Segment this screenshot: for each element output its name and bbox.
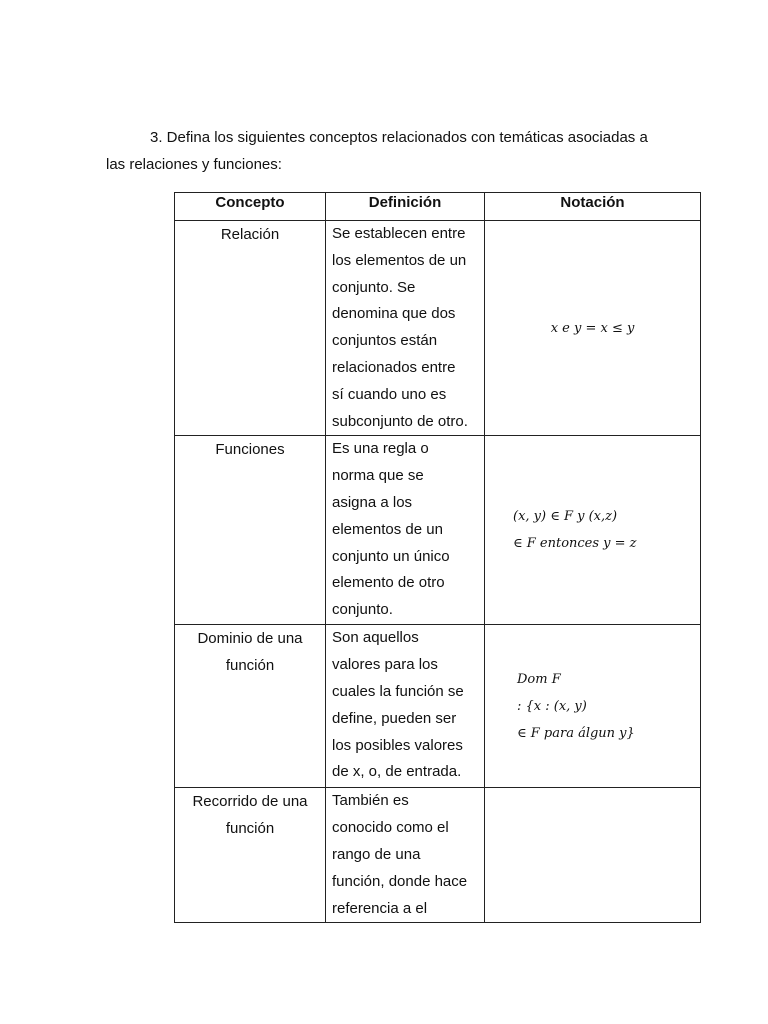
question-line-1: 3. Defina los siguientes conceptos relacionados con temáticas asociadas a bbox=[150, 129, 648, 146]
header-definicion: Definición bbox=[326, 193, 485, 221]
definition-line: los elementos de un bbox=[332, 251, 467, 269]
definition-line: función, donde hace bbox=[332, 872, 468, 890]
definition-line: sí cuando uno es bbox=[332, 385, 447, 403]
concept-line: función bbox=[225, 820, 275, 838]
definition-line: conjuntos están bbox=[332, 332, 438, 350]
table-row bbox=[175, 788, 701, 923]
definition-line: los posibles valores bbox=[332, 736, 463, 754]
table-header-row bbox=[175, 193, 701, 221]
concept-line: función bbox=[225, 657, 275, 675]
definition-line: rango de una bbox=[332, 845, 421, 863]
notation-cell bbox=[485, 788, 701, 923]
concept-line: Dominio de una bbox=[197, 630, 303, 648]
concept-line: Relación bbox=[220, 226, 280, 243]
definition-line: Son aquellos bbox=[332, 629, 419, 647]
notation-cell bbox=[485, 221, 701, 436]
concepts-table bbox=[174, 192, 701, 923]
definition-cell bbox=[326, 221, 485, 436]
concept-cell bbox=[175, 625, 326, 788]
notation-cell bbox=[485, 625, 701, 788]
concept-line: Recorrido de una bbox=[192, 793, 308, 811]
definition-line: conjunto. bbox=[332, 601, 393, 619]
definition-line: valores para los bbox=[332, 656, 438, 674]
definition-line: Es una regla o bbox=[332, 440, 429, 458]
definition-line: cuales la función se bbox=[332, 682, 464, 700]
notation-formula: : {x : (x, y) bbox=[517, 698, 587, 714]
definition-line: define, pueden ser bbox=[332, 709, 457, 727]
notation-formula: Dom F bbox=[517, 671, 561, 687]
table-row bbox=[175, 221, 701, 436]
concept-cell bbox=[175, 788, 326, 923]
definition-line: conjunto. Se bbox=[332, 278, 416, 296]
definition-line: elemento de otro bbox=[332, 574, 445, 592]
definition-line: de x, o, de entrada. bbox=[332, 763, 462, 781]
definition-line: norma que se bbox=[332, 467, 424, 485]
definition-line: Se establecen entre bbox=[332, 225, 466, 242]
definition-line: relacionados entre bbox=[332, 358, 456, 376]
notation-cell bbox=[485, 436, 701, 625]
concept-cell bbox=[175, 436, 326, 625]
table-row bbox=[175, 625, 701, 788]
notation-formula: (x, y) ∈ F y (x,z) bbox=[513, 509, 618, 525]
definition-line: conocido como el bbox=[332, 819, 449, 837]
definition-line: asigna a los bbox=[332, 493, 413, 511]
definition-line: denomina que dos bbox=[332, 305, 456, 323]
definition-cell bbox=[326, 625, 485, 788]
table-row bbox=[175, 436, 701, 625]
header-notacion: Notación bbox=[485, 193, 701, 221]
notation-formula: ∈ F para álgun y} bbox=[517, 725, 635, 741]
definition-line: elementos de un bbox=[332, 520, 443, 538]
definition-cell bbox=[326, 788, 485, 923]
definition-line: subconjunto de otro. bbox=[332, 412, 468, 430]
notation-formula: x e y = x ≤ y bbox=[550, 320, 635, 336]
concept-line: Funciones bbox=[215, 441, 285, 459]
header-concepto: Concepto bbox=[175, 193, 326, 221]
definition-line: También es bbox=[332, 792, 409, 810]
definition-line: referencia a el bbox=[332, 899, 428, 917]
definition-cell bbox=[326, 436, 485, 625]
question-line-2: las relaciones y funciones: bbox=[106, 156, 282, 173]
notation-formula: ∈ F entonces y = z bbox=[513, 536, 637, 552]
concept-cell bbox=[175, 221, 326, 436]
definition-line: conjunto un único bbox=[332, 547, 450, 565]
